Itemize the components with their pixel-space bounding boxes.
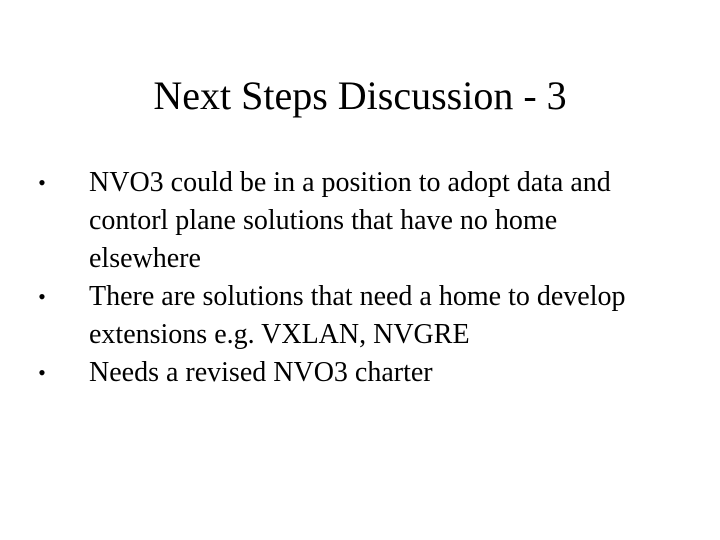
bullet-text: There are solutions that need a home to develop extensions e.g. VXLAN, NVGRE bbox=[89, 281, 626, 350]
bullet-icon: • bbox=[38, 170, 46, 195]
bullet-item bbox=[30, 278, 670, 354]
bullet-list bbox=[30, 164, 670, 392]
bullet-icon: • bbox=[38, 284, 46, 309]
bullet-item bbox=[30, 354, 670, 392]
bullet-icon: • bbox=[38, 360, 46, 385]
slide-title: Next Steps Discussion - 3 bbox=[153, 73, 567, 118]
bullet-item bbox=[30, 164, 670, 278]
bullet-text: NVO3 could be in a position to adopt data and contorl plane solutions that have no home elsewhere bbox=[89, 167, 611, 274]
bullet-text: Needs a revised NVO3 charter bbox=[89, 357, 433, 388]
